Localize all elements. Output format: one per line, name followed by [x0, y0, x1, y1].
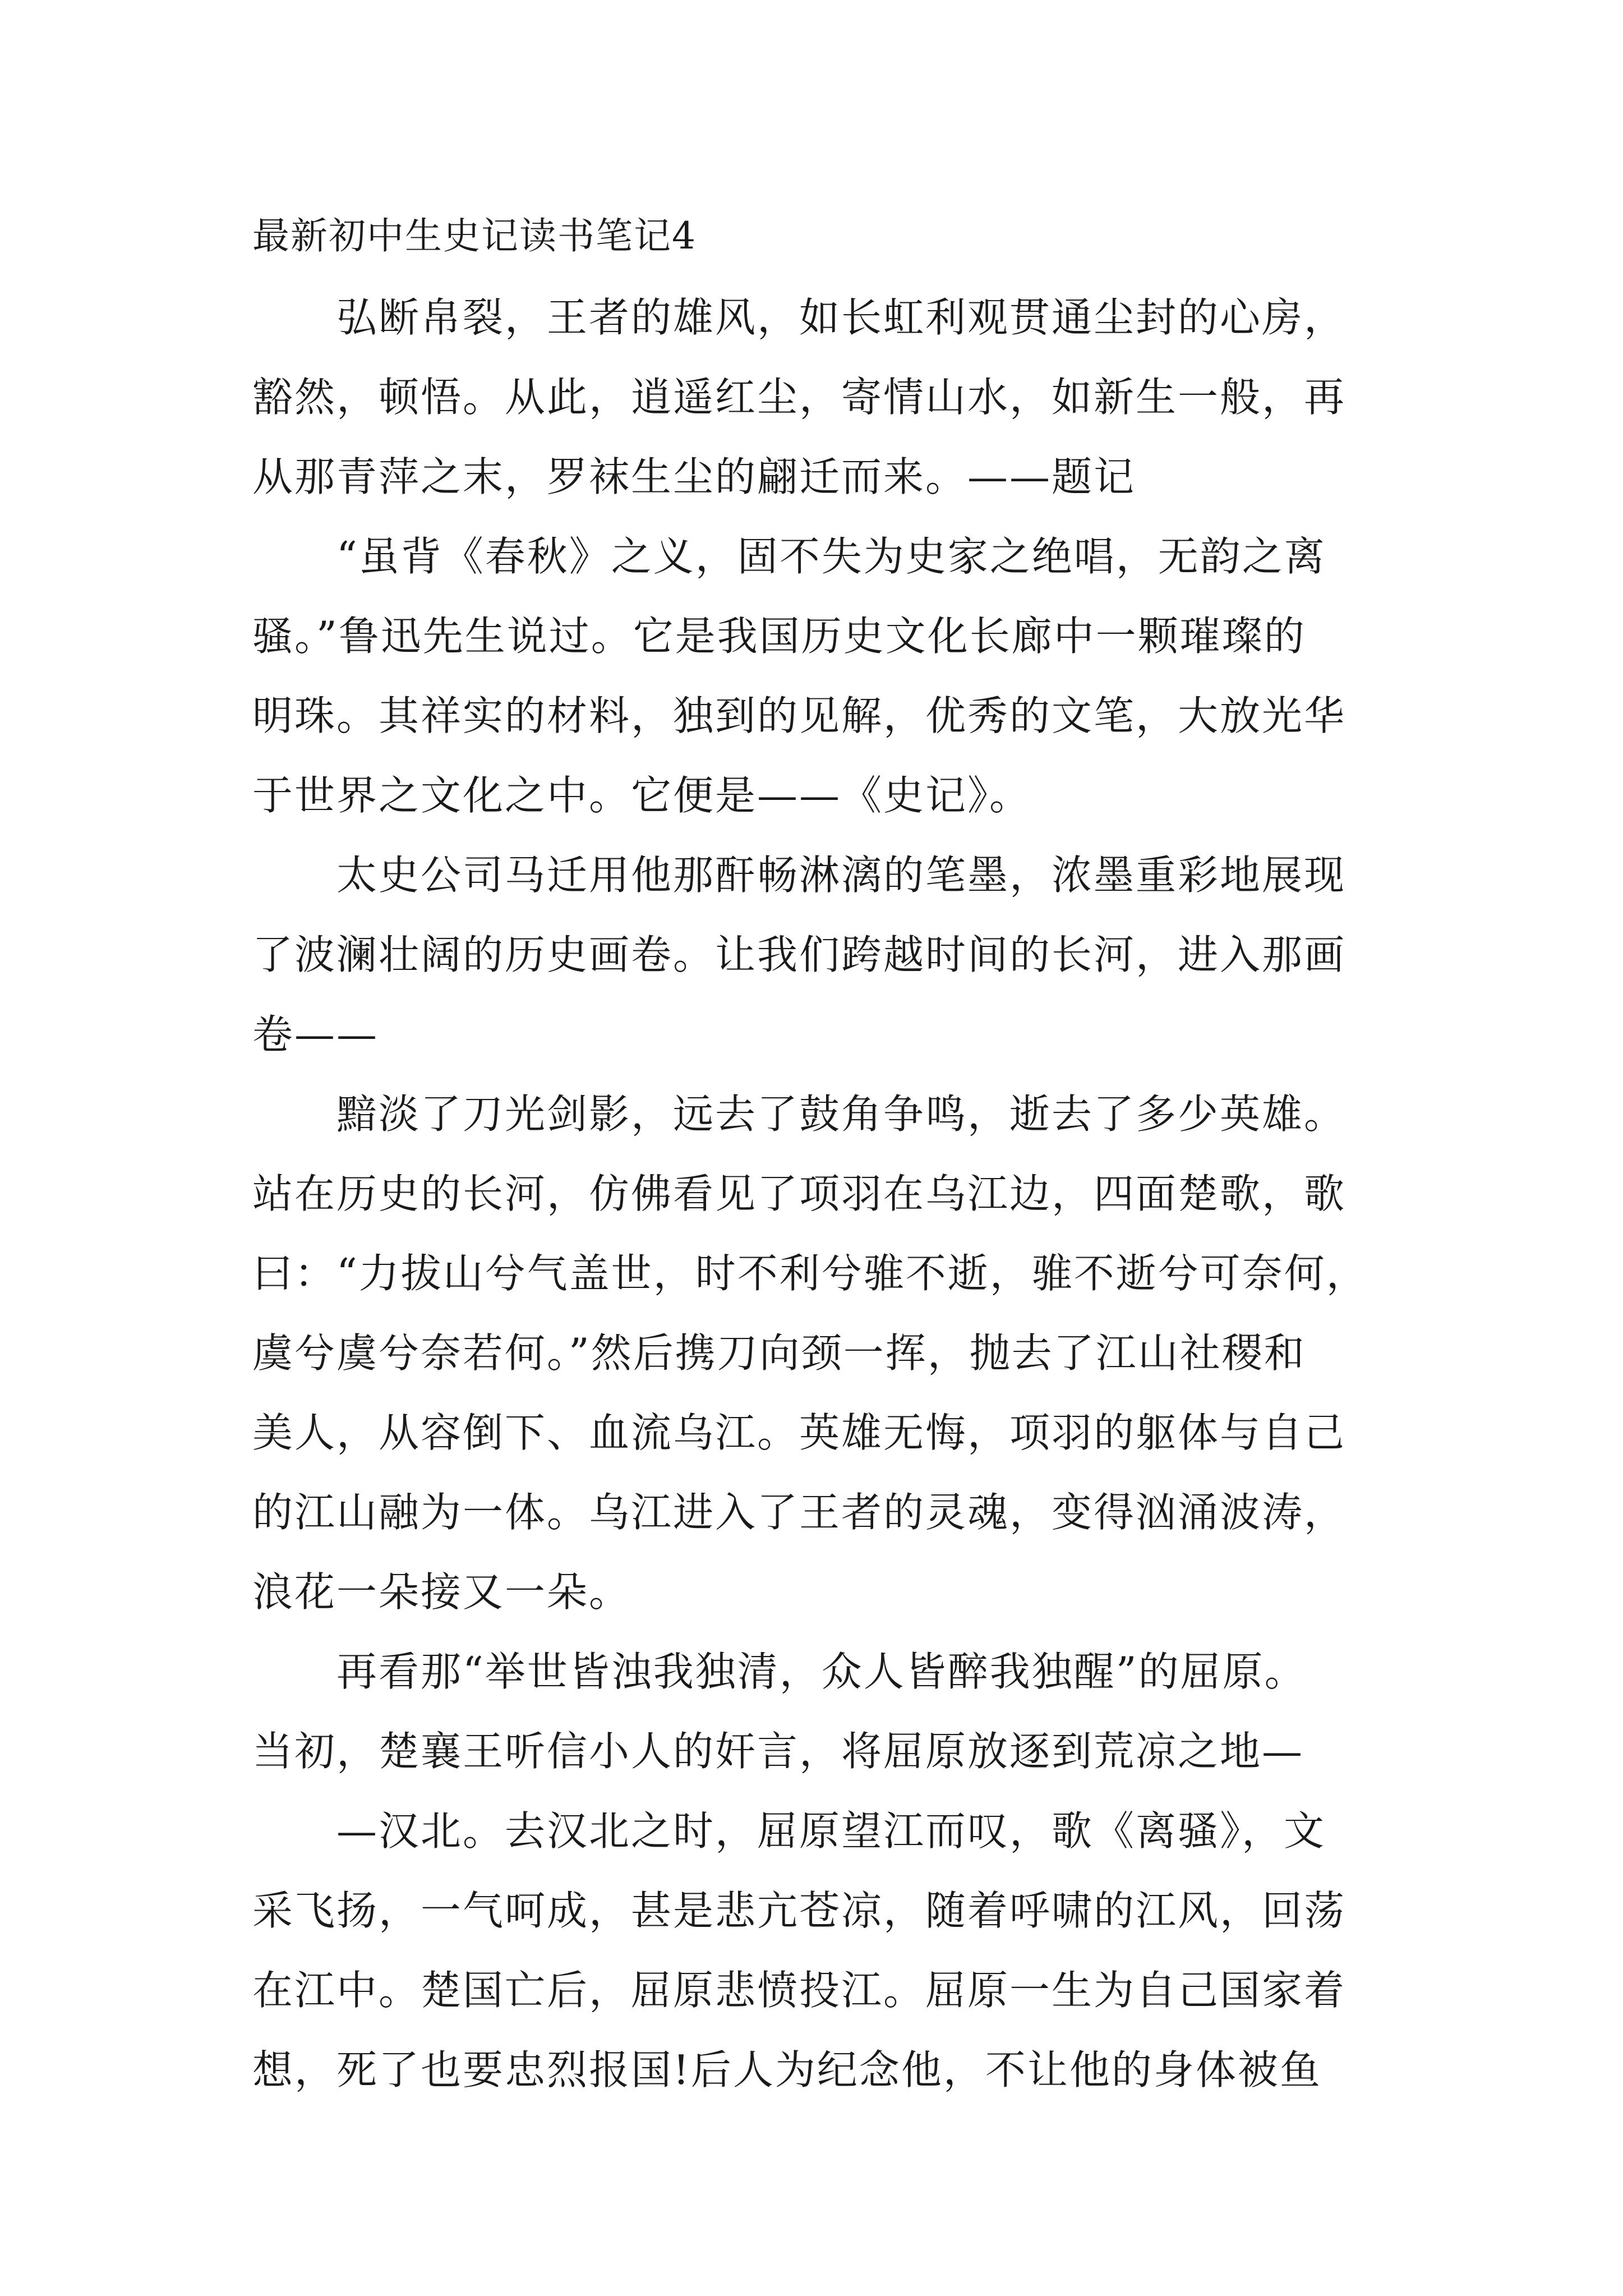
paragraph-line: 站在历史的长河，仿佛看见了项羽在乌江边，四面楚歌，歌: [252, 1170, 1347, 1217]
paragraph-line: 黯淡了刀光剑影，远去了鼓角争鸣，逝去了多少英雄。: [252, 1091, 1347, 1138]
paragraph-line: 在江中。楚国亡后，屈原悲愤投江。屈原一生为自己国家着: [252, 1967, 1347, 2014]
paragraph-line: 曰：“力拔山兮气盖世，时不利兮骓不逝，骓不逝兮可奈何，: [252, 1250, 1368, 1297]
paragraph-line: 于世界之文化之中。它便是——《史记》。: [252, 772, 1032, 819]
paragraph-line: 从那青萍之末，罗袜生尘的翩迁而来。——题记: [252, 453, 1136, 500]
paragraph-line: 弘断帛裂，王者的雄风，如长虹利观贯通尘封的心房，: [252, 294, 1347, 341]
paragraph-line: 太史公司马迁用他那酐畅淋漓的笔墨，浓墨重彩地展现: [252, 852, 1347, 899]
paragraph-line: —汉北。去汉北之时，屈原望江而叹，歌《离骚》，文: [252, 1807, 1326, 1855]
paragraph-line: 明珠。其祥实的材料，独到的见解，优秀的文笔，大放光华: [252, 692, 1347, 739]
paragraph-line: 再看那“举世皆浊我独清，众人皆醉我独醒”的屈原。: [252, 1648, 1307, 1695]
paragraph-line: 虞兮虞兮奈若何。”然后携刀向颈一挥，抛去了江山社稷和: [252, 1329, 1306, 1377]
paragraph-line: 了波澜壮阔的历史画卷。让我们跨越时间的长河，进入那画: [252, 931, 1347, 978]
paragraph-line: 想，死了也要忠烈报国!后人为纪念他，不让他的身体被鱼: [252, 2046, 1322, 2093]
paragraph-line: 浪花一朵接又一朵。: [252, 1568, 631, 1616]
paragraph-line: 美人，从容倒下、血流乌江。英雄无悔，项羽的躯体与自己: [252, 1409, 1347, 1456]
paragraph-line: 的江山融为一体。乌江进入了王者的灵魂，变得汹涌波涛，: [252, 1489, 1347, 1536]
paragraph-line: “虽背《春秋》之义，固不失为史家之绝唱，无韵之离: [252, 533, 1326, 580]
paragraph-line: 卷——: [252, 1011, 379, 1058]
document-title: 最新初中生史记读书笔记4: [252, 214, 697, 257]
paragraph-line: 采飞扬，一气呵成，甚是悲亢苍凉，随着呼啸的江风，回荡: [252, 1887, 1347, 1934]
paragraph-line: 骚。”鲁迅先生说过。它是我国历史文化长廊中一颗璀璨的: [252, 613, 1306, 660]
paragraph-line: 当初，楚襄王听信小人的奸言，将屈原放逐到荒凉之地—: [252, 1728, 1304, 1775]
paragraph-line: 豁然，顿悟。从此，逍遥红尘，寄情山水，如新生一般，再: [252, 374, 1347, 421]
